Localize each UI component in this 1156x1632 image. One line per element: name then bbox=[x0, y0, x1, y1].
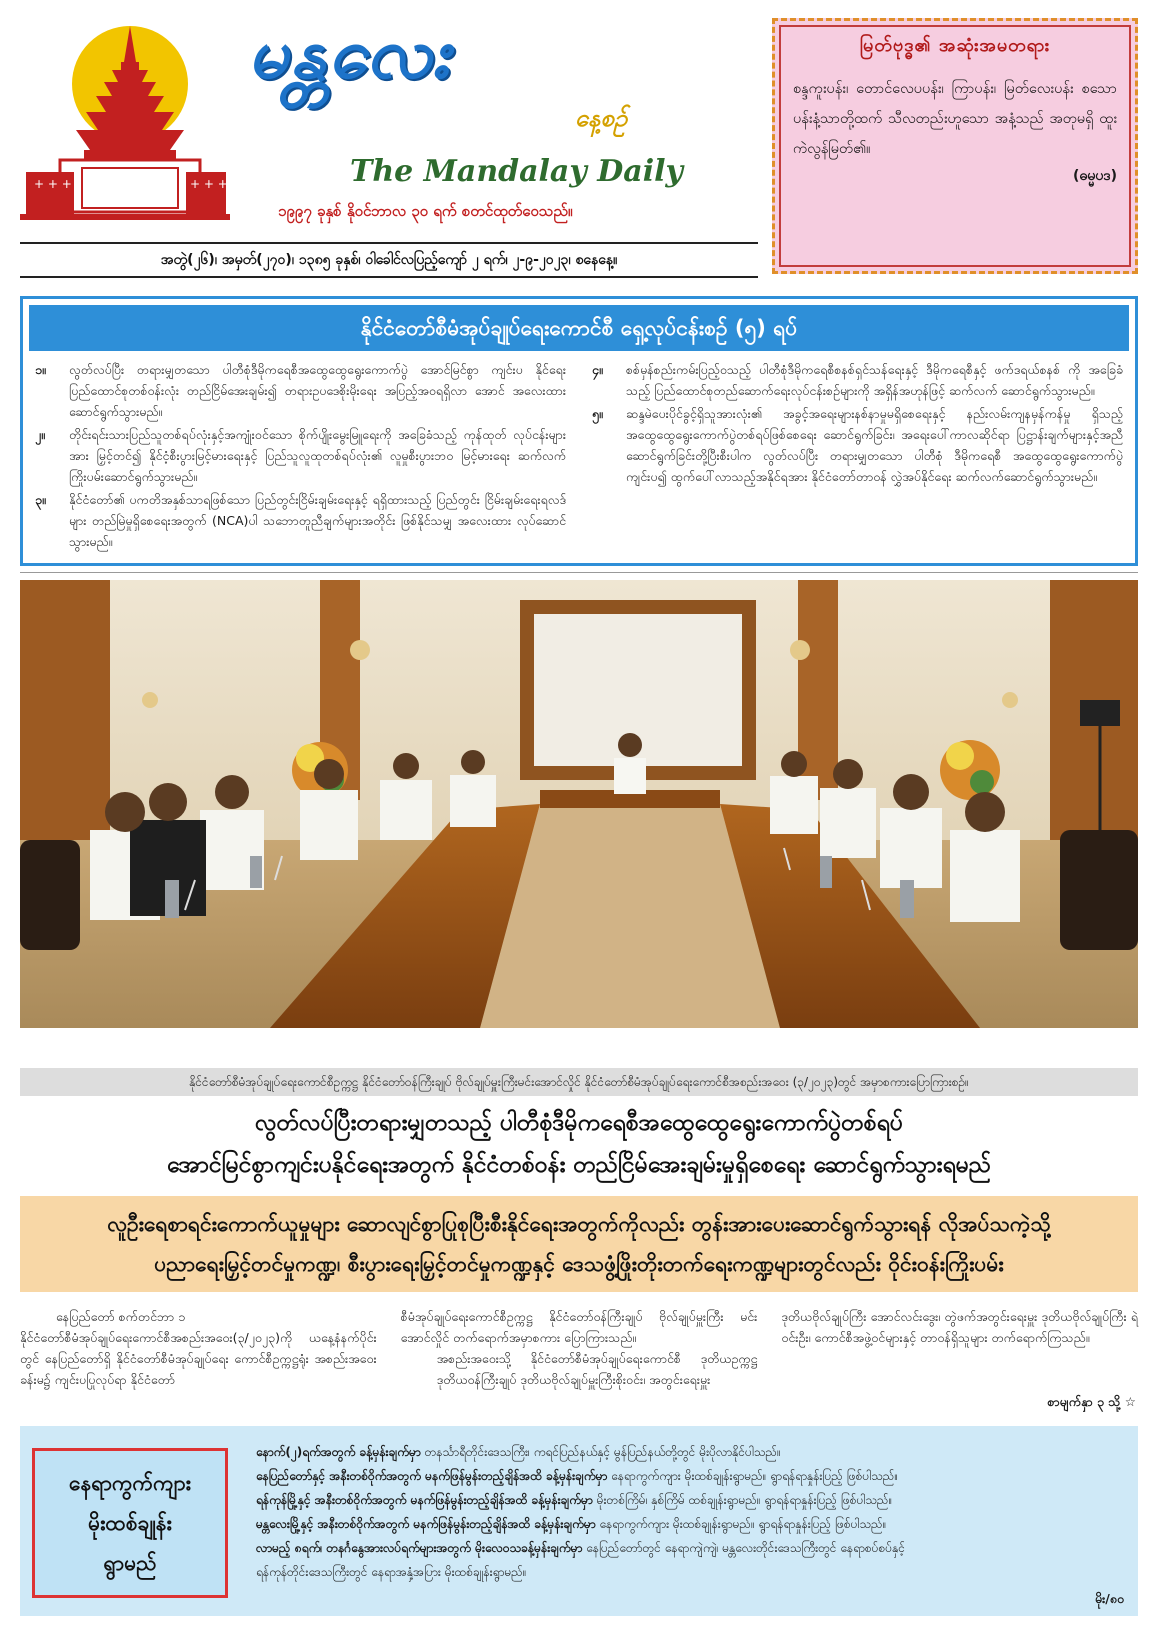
svg-text:+ + +: + + + bbox=[190, 177, 228, 191]
objective-text: နိုင်ငံတော်၏ ပကတိအနှစ်သာရဖြစ်သော ပြည်တွင်းငြိမ်းချမ်းရေးနှင့် ရရှိထားသည့် ပြည်တွင်း ငြိမ်းချမ်းရေးရလဒ်များ တည်မြဲမှုရှိစေရေးအတွက် (NCA)ပါ သဘောတူညီချက်များအတိုင်း ဖြစ်နိုင်သမျှ အလေးထား လုပ်ဆောင်သွားမည်။ bbox=[69, 492, 566, 549]
forecast-line bbox=[256, 1464, 1122, 1488]
weather-badge-line-2: မိုးထစ်ချုန်း bbox=[88, 1511, 172, 1535]
objective-text: စစ်မှန်စည်းကမ်းပြည့်ဝသည့် ပါတီစုံဒီမိုကရေစီစနစ်ရှင်သန်ရေးနှင့် ဒီမိုကရေစီနှင့် ဖက်ဒရယ်စနစ် ကို အခြေခံသည့် ပြည်ထောင်စုတည်ဆောက်ရေးလုပ်ငန်းစဉ်များကို အရှိန်အဟုန်ဖြင့် ဆက်လက် ဆောင်ရွက်သွားမည်။ bbox=[626, 362, 1123, 398]
article-body bbox=[20, 1306, 1138, 1416]
photo-caption: နိုင်ငံတော်စီမံအုပ်ချုပ်ရေးကောင်စီဥက္ကဋ္ဌ နိုင်ငံတော်ဝန်ကြီးချုပ် ဗိုလ်ချုပ်မှူးကြီးမင်းအောင်လှိုင် နိုင်ငံတော်စီမံအုပ်ချုပ်ရေးကောင်စီအစည်းအဝေး (၃/၂၀၂၃)တွင် အမှာစကားပြောကြားစဉ်။ bbox=[20, 1068, 1138, 1096]
objective-number: ၅။ bbox=[592, 406, 603, 421]
kicker-line-2: ပညာရေးမြှင့်တင်မှုကဏ္ဍ၊ စီးပွားရေးမြှင့်တင်မှုကဏ္ဍနှင့် ဒေသဖွံ့ဖြိုးတိုးတက်ရေးကဏ္ဍများတွင်လည်း ဝိုင်းဝန်းကြိုးပမ်း bbox=[154, 1252, 1004, 1276]
objective-item bbox=[592, 359, 1123, 401]
objective-text: တိုင်းရင်းသားပြည်သူတစ်ရပ်လုံးနှင့်အကျုံးဝင်သော စိုက်ပျိုးမွေးမြူရေးကို အခြေခံသည့် ကုန်ထုတ် လုပ်ငန်းများအား မြှင့်တင်၍ နိုင်ငံ့စီးပွားမြင့်မားရေးနှင့် ပြည်သူလူထုတစ်ရပ်လုံး၏ လူမှုစီးပွားဘဝ မြင့်မားရေး ဆက်လက်ကြိုးပမ်းဆောင်ရွက်သွားမည်။ bbox=[69, 427, 566, 484]
objective-item bbox=[35, 359, 566, 422]
masthead-daily-label: နေ့စဉ် bbox=[575, 104, 628, 132]
masthead-divider-bottom bbox=[20, 276, 758, 278]
section-divider bbox=[20, 572, 1138, 573]
svg-text:+ + +: + + + bbox=[34, 177, 72, 191]
article-text: စီမံအုပ်ချုပ်ရေးကောင်စီဥက္ကဋ္ဌ နိုင်ငံတော်ဝန်ကြီးချုပ် ဗိုလ်ချုပ်မှူးကြီး မင်းအောင်လှိုင် တက်ရောက်အမှာစကား ပြောကြားသည်။ bbox=[400, 1309, 758, 1345]
forecast-label: မန္တလေးမြို့နှင့် အနီးတစ်ဝိုက်အတွက် မနက်ဖြန်မွန်းတည့်ချိန်အထိ ခန့်မှန်းချက်မှာ bbox=[256, 1517, 596, 1531]
kicker-box bbox=[20, 1196, 1138, 1292]
motto-source: (ဓမ္မပဒ) bbox=[1073, 168, 1117, 184]
objectives-right-column bbox=[592, 359, 1123, 554]
palace-logo-icon bbox=[20, 22, 230, 222]
forecast-text: တနင်္သာရီတိုင်းဒေသကြီး၊ ကရင်ပြည်နယ်နှင့် မွန်ပြည်နယ်တို့တွင် မိုးပိုလာနိုင်ပါသည်။ bbox=[420, 1445, 781, 1459]
motto-body: စန္ဒကူးပန်း၊ တောင်လေပပန်း၊ ကြာပန်း၊ မြတ်လေးပန်း စသော ပန်းနံ့သာတို့ထက် သီလတည်းဟူသော အနံ့သည် အတုမရှိ ထူးကဲလွန်မြတ်၏။ bbox=[793, 81, 1117, 157]
forecast-text: နေရာကွက်ကျား မိုးထစ်ချုန်းရွာမည်။ ရွာရန်ရာနှုန်းပြည့် ဖြစ်ပါသည်။ bbox=[595, 1517, 887, 1531]
masthead-title: မန္တလေး bbox=[248, 11, 452, 94]
forecast-line bbox=[256, 1512, 1122, 1536]
objective-number: ၁။ bbox=[35, 362, 46, 377]
weather-badge-line-3: ရွာမည် bbox=[103, 1551, 157, 1575]
weather-badge bbox=[32, 1448, 228, 1598]
forecast-text: နေပြည်တော်တွင် နေရာကျဲကျဲ၊ မန္တလေးတိုင်းဒေသကြီးတွင် နေရာစပ်စပ်နှင့် bbox=[582, 1541, 905, 1555]
article-text: အစည်းအဝေးသို့ နိုင်ငံတော်စီမံအုပ်ချုပ်ရေးကောင်စီ ဒုတိယဥက္ကဋ္ဌ ဒုတိယဝန်ကြီးချုပ် ဒုတိယဗိုလ်ချုပ်မှူးကြီးစိုးဝင်း၊ အတွင်းရေးမှူး bbox=[436, 1351, 758, 1387]
forecast-line bbox=[256, 1560, 1122, 1584]
forecast-text: နေရာကွက်ကျား မိုးထစ်ချုန်းရွာမည်။ ရွာရန်ရာနှုန်းပြည့် ဖြစ်ပါသည်။ bbox=[607, 1469, 899, 1483]
objective-item bbox=[35, 489, 566, 552]
masthead bbox=[20, 11, 758, 276]
motto-title: မြတ်ဗုဒ္ဓ၏ အဆုံးအမတရား bbox=[860, 35, 1050, 56]
weather-forecast-lines bbox=[256, 1440, 1122, 1584]
objective-text: ဆန္ဒမဲပေးပိုင်ခွင့်ရှိသူအားလုံး၏ အခွင့်အရေးများနစ်နာမှုမရှိစေရေးနှင့် နည်းလမ်းကျနမှန်ကန်မှု ရှိသည့် အထွေထွေရွေးကောက်ပွဲတစ်ရပ်ဖြစ်စေရေး ဆောင်ရွက်ခြင်း၊ အရေးပေါ်ကာလဆိုင်ရာ ပြဋ္ဌာန်းချက်များနှင့်အညီ ဆောင်ရွက်ခြင်းတို့ပြီးစီးပါက လွတ်လပ်ပြီး တရားမျှတသော ပါတီစုံ ဒီမိုကရေစီ အထွေထွေရွေးကောက်ပွဲကျင်းပ၍ ထွက်ပေါ်လာသည့်အနိုင်ရအား နိုင်ငံတော်တာဝန် လွှဲအပ်နိုင်ရေး ဆက်လက်ဆောင်ရွက်သွားမည်။ bbox=[626, 406, 1123, 484]
forecast-label: နောက်(၂)ရက်အတွက် ခန့်မှန်းချက်မှာ bbox=[256, 1445, 421, 1459]
objectives-left-column bbox=[35, 359, 566, 554]
weather-box bbox=[20, 1426, 1138, 1616]
objectives-header: နိုင်ငံတော်စီမံအုပ်ချုပ်ရေးကောင်စီ ရှေ့လုပ်ငန်းစဉ် (၅) ရပ် bbox=[29, 305, 1129, 351]
forecast-line bbox=[256, 1440, 1122, 1464]
forecast-line bbox=[256, 1536, 1122, 1560]
article-text: နိုင်ငံတော်စီမံအုပ်ချုပ်ရေးကောင်စီအစည်းအဝေး(၃/၂၀၂၃)ကို ယနေ့နံနက်ပိုင်းတွင် နေပြည်တော်ရှိ နိုင်ငံတော်စီမံအုပ်ချုပ်ရေး ကောင်စီဥက္ကဋ္ဌရုံး အစည်းအဝေးခန်းမ၌ ကျင်းပပြုလုပ်ရာ နိုင်ငံတော် bbox=[20, 1330, 377, 1387]
forecast-text: ရန်ကုန်တိုင်းဒေသကြီးတွင် နေရာအနှံ့အပြား မိုးထစ်ချုန်းရွာမည်။ bbox=[256, 1565, 527, 1579]
forecast-label: ရန်ကုန်မြို့နှင့် အနီးတစ်ဝိုက်အတွက် မနက်ဖြန်မွန်းတည့်ချိန်အထိ ခန့်မှန်းချက်မှာ bbox=[256, 1493, 593, 1507]
article-text: ဒုတိယဗိုလ်ချုပ်ကြီး အောင်လင်းဒွေး၊ တွဲဖက်အတွင်းရေးမှူး ဒုတိယဗိုလ်ချုပ်ကြီး ရဲဝင်းဦး၊ ကောင်စီအဖွဲ့ဝင်များနှင့် တာဝန်ရှိသူများ တက်ရောက်ကြသည်။ bbox=[781, 1309, 1139, 1345]
masthead-english-title: The Mandalay Daily bbox=[350, 154, 683, 189]
meeting-photo bbox=[20, 580, 1138, 1028]
article-column-2 bbox=[401, 1306, 758, 1416]
forecast-label: လာမည့် ၈ရက်၊ တနင်္ဂနွေအားလပ်ရက်များအတွက် မိုးလေဝသခန့်မှန်းချက်မှာ bbox=[256, 1541, 583, 1555]
founded-line: ၁၉၉၇ ခုနှစ် နိုဝင်ဘာလ ၃၀ ရက် စတင်ထုတ်ဝေသည်။ bbox=[278, 202, 573, 220]
forecast-label: နေပြည်တော်နှင့် အနီးတစ်ဝိုက်အတွက် မနက်ဖြန်မွန်းတည့်ချိန်အထိ ခန့်မှန်းချက်မှာ bbox=[256, 1469, 608, 1483]
buddha-teaching-box bbox=[772, 18, 1138, 274]
headline-line-1: လွတ်လပ်ပြီးတရားမျှတသည့် ပါတီစုံဒီမိုကရေစီအထွေထွေရွေးကောက်ပွဲတစ်ရပ် bbox=[255, 1110, 903, 1136]
objective-number: ၃။ bbox=[35, 492, 46, 507]
objectives-box bbox=[20, 296, 1138, 566]
kicker-line-1: လူဦးရေစာရင်းကောက်ယူမှုများ ဆောလျင်စွာပြုစုပြီးစီးနိုင်ရေးအတွက်ကိုလည်း တွန်းအားပေးဆောင်ရွက်သွားရန် လိုအပ်သကဲ့သို့ bbox=[107, 1212, 1051, 1236]
headline-line-2: အောင်မြင်စွာကျင်းပနိုင်ရေးအတွက် နိုင်ငံတစ်ဝန်း တည်ငြိမ်အေးချမ်းမှုရှိစေရေး ဆောင်ရွက်သွားရမည် bbox=[166, 1152, 992, 1178]
continued-link[interactable]: စာမျက်နှာ ၃ သို့ ☆ bbox=[1047, 1394, 1136, 1409]
forecast-line bbox=[256, 1488, 1122, 1512]
objective-item bbox=[592, 403, 1123, 487]
forecast-text: မိုးတစ်ကြိမ်၊ နှစ်ကြိမ် ထစ်ချုန်းရွာမည်။ ရွာရန်ရာနှုန်းပြည့် ဖြစ်ပါသည်။ bbox=[592, 1493, 893, 1507]
weather-page-ref: မိုး/၈၀ bbox=[1094, 1591, 1124, 1606]
issue-info: အတွဲ(၂၆)၊ အမှတ်(၂၇၀)၊ ၁၃၈၅ ခုနှစ်၊ ဝါခေါင်လပြည့်ကျော် ၂ ရက်၊ ၂-၉-၂၀၂၃၊ စနေနေ့။ bbox=[160, 252, 618, 268]
article-column-1 bbox=[20, 1306, 377, 1416]
meeting-room-illustration bbox=[20, 580, 1138, 1028]
objective-number: ၂။ bbox=[35, 427, 45, 442]
masthead-divider bbox=[20, 242, 758, 244]
objective-text: လွတ်လပ်ပြီး တရားမျှတသော ပါတီစုံဒီမိုကရေစီအထွေထွေရွေးကောက်ပွဲ အောင်မြင်စွာ ကျင်းပ နိုင်ရေး ပြည်ထောင်စုတစ်ဝန်းလုံး တည်ငြိမ်အေးချမ်း၍ တရားဥပဒေစိုးမိုးရေး အပြည့်အဝရရှိလာ အောင် အလေးထားဆောင်ရွက်သွားမည်။ bbox=[69, 362, 566, 419]
objective-number: ၄။ bbox=[592, 362, 603, 377]
objective-item bbox=[35, 424, 566, 487]
weather-badge-line-1: နေရာကွက်ကျား bbox=[69, 1471, 191, 1495]
article-dateline: နေပြည်တော် စက်တင်ဘာ ၁ bbox=[56, 1309, 186, 1324]
